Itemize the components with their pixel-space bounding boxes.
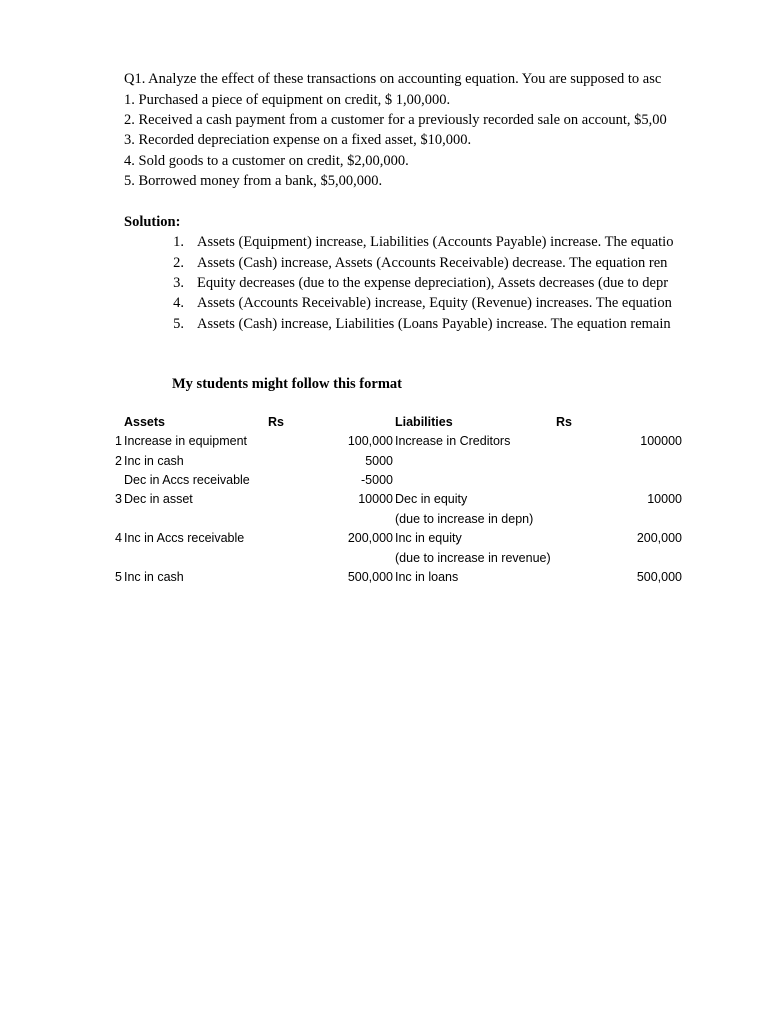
solution-number-2: 2. xyxy=(173,255,184,271)
question-item-5: 5. Borrowed money from a bank, $5,00,000. xyxy=(124,173,383,189)
asset-amount: 10000 xyxy=(358,492,393,506)
question-intro: Q1. Analyze the effect of these transactions on accounting equation. You are supposed to asc xyxy=(124,71,662,87)
solution-item-5: Assets (Cash) increase, Liabilities (Loans Payable) increase. The equation remain xyxy=(197,316,671,332)
solution-number-4: 4. xyxy=(173,295,184,311)
solution-item-1: Assets (Equipment) increase, Liabilities (Accounts Payable) increase. The equatio xyxy=(197,234,674,250)
row-number: 2 xyxy=(115,454,122,468)
header-rs-liabilities: Rs xyxy=(556,415,572,429)
header-rs-assets: Rs xyxy=(268,415,284,429)
question-item-1: 1. Purchased a piece of equipment on credit, $ 1,00,000. xyxy=(124,92,451,108)
asset-amount: 500,000 xyxy=(347,570,393,584)
asset-description: Inc in cash xyxy=(124,570,184,584)
row-number: 3 xyxy=(115,492,122,506)
asset-description: Inc in Accs receivable xyxy=(124,531,245,545)
liability-amount: 10000 xyxy=(647,492,682,506)
row-number: 1 xyxy=(115,434,122,448)
liability-amount: 100000 xyxy=(640,434,682,448)
liability-description: Increase in Creditors xyxy=(395,434,511,448)
solution-number-3: 3. xyxy=(173,275,184,291)
liability-note: (due to increase in revenue) xyxy=(395,551,551,565)
header-assets: Assets xyxy=(124,415,165,429)
asset-description: Dec in Accs receivable xyxy=(124,473,250,487)
asset-amount: 100,000 xyxy=(347,434,393,448)
liability-description: Inc in loans xyxy=(395,570,459,584)
header-liabilities: Liabilities xyxy=(395,415,453,429)
liability-amount: 200,000 xyxy=(636,531,682,545)
question-item-2: 2. Received a cash payment from a customer for a previously recorded sale on account, $5,00 xyxy=(124,112,667,128)
format-heading: My students might follow this format xyxy=(172,376,402,392)
liability-description: Dec in equity xyxy=(395,492,468,506)
question-item-3: 3. Recorded depreciation expense on a fixed asset, $10,000. xyxy=(124,132,472,148)
asset-amount: 5000 xyxy=(365,454,393,468)
asset-description: Inc in cash xyxy=(124,454,184,468)
question-item-4: 4. Sold goods to a customer on credit, $2,00,000. xyxy=(124,153,409,169)
row-number: 5 xyxy=(115,570,122,584)
solution-number-1: 1. xyxy=(173,234,184,250)
asset-description: Dec in asset xyxy=(124,492,193,506)
liability-amount: 500,000 xyxy=(636,570,682,584)
solution-item-3: Equity decreases (due to the expense depreciation), Assets decreases (due to depr xyxy=(197,275,669,291)
liability-note: (due to increase in depn) xyxy=(395,512,534,526)
solution-item-2: Assets (Cash) increase, Assets (Accounts Receivable) decrease. The equation ren xyxy=(197,255,668,271)
row-number: 4 xyxy=(115,531,122,545)
solution-heading: Solution: xyxy=(124,214,181,230)
asset-amount: 200,000 xyxy=(347,531,393,545)
asset-description: Increase in equipment xyxy=(124,434,247,448)
solution-item-4: Assets (Accounts Receivable) increase, Equity (Revenue) increases. The equation xyxy=(197,295,672,311)
liability-description: Inc in equity xyxy=(395,531,462,545)
solution-number-5: 5. xyxy=(173,316,184,332)
asset-amount: -5000 xyxy=(361,473,393,487)
